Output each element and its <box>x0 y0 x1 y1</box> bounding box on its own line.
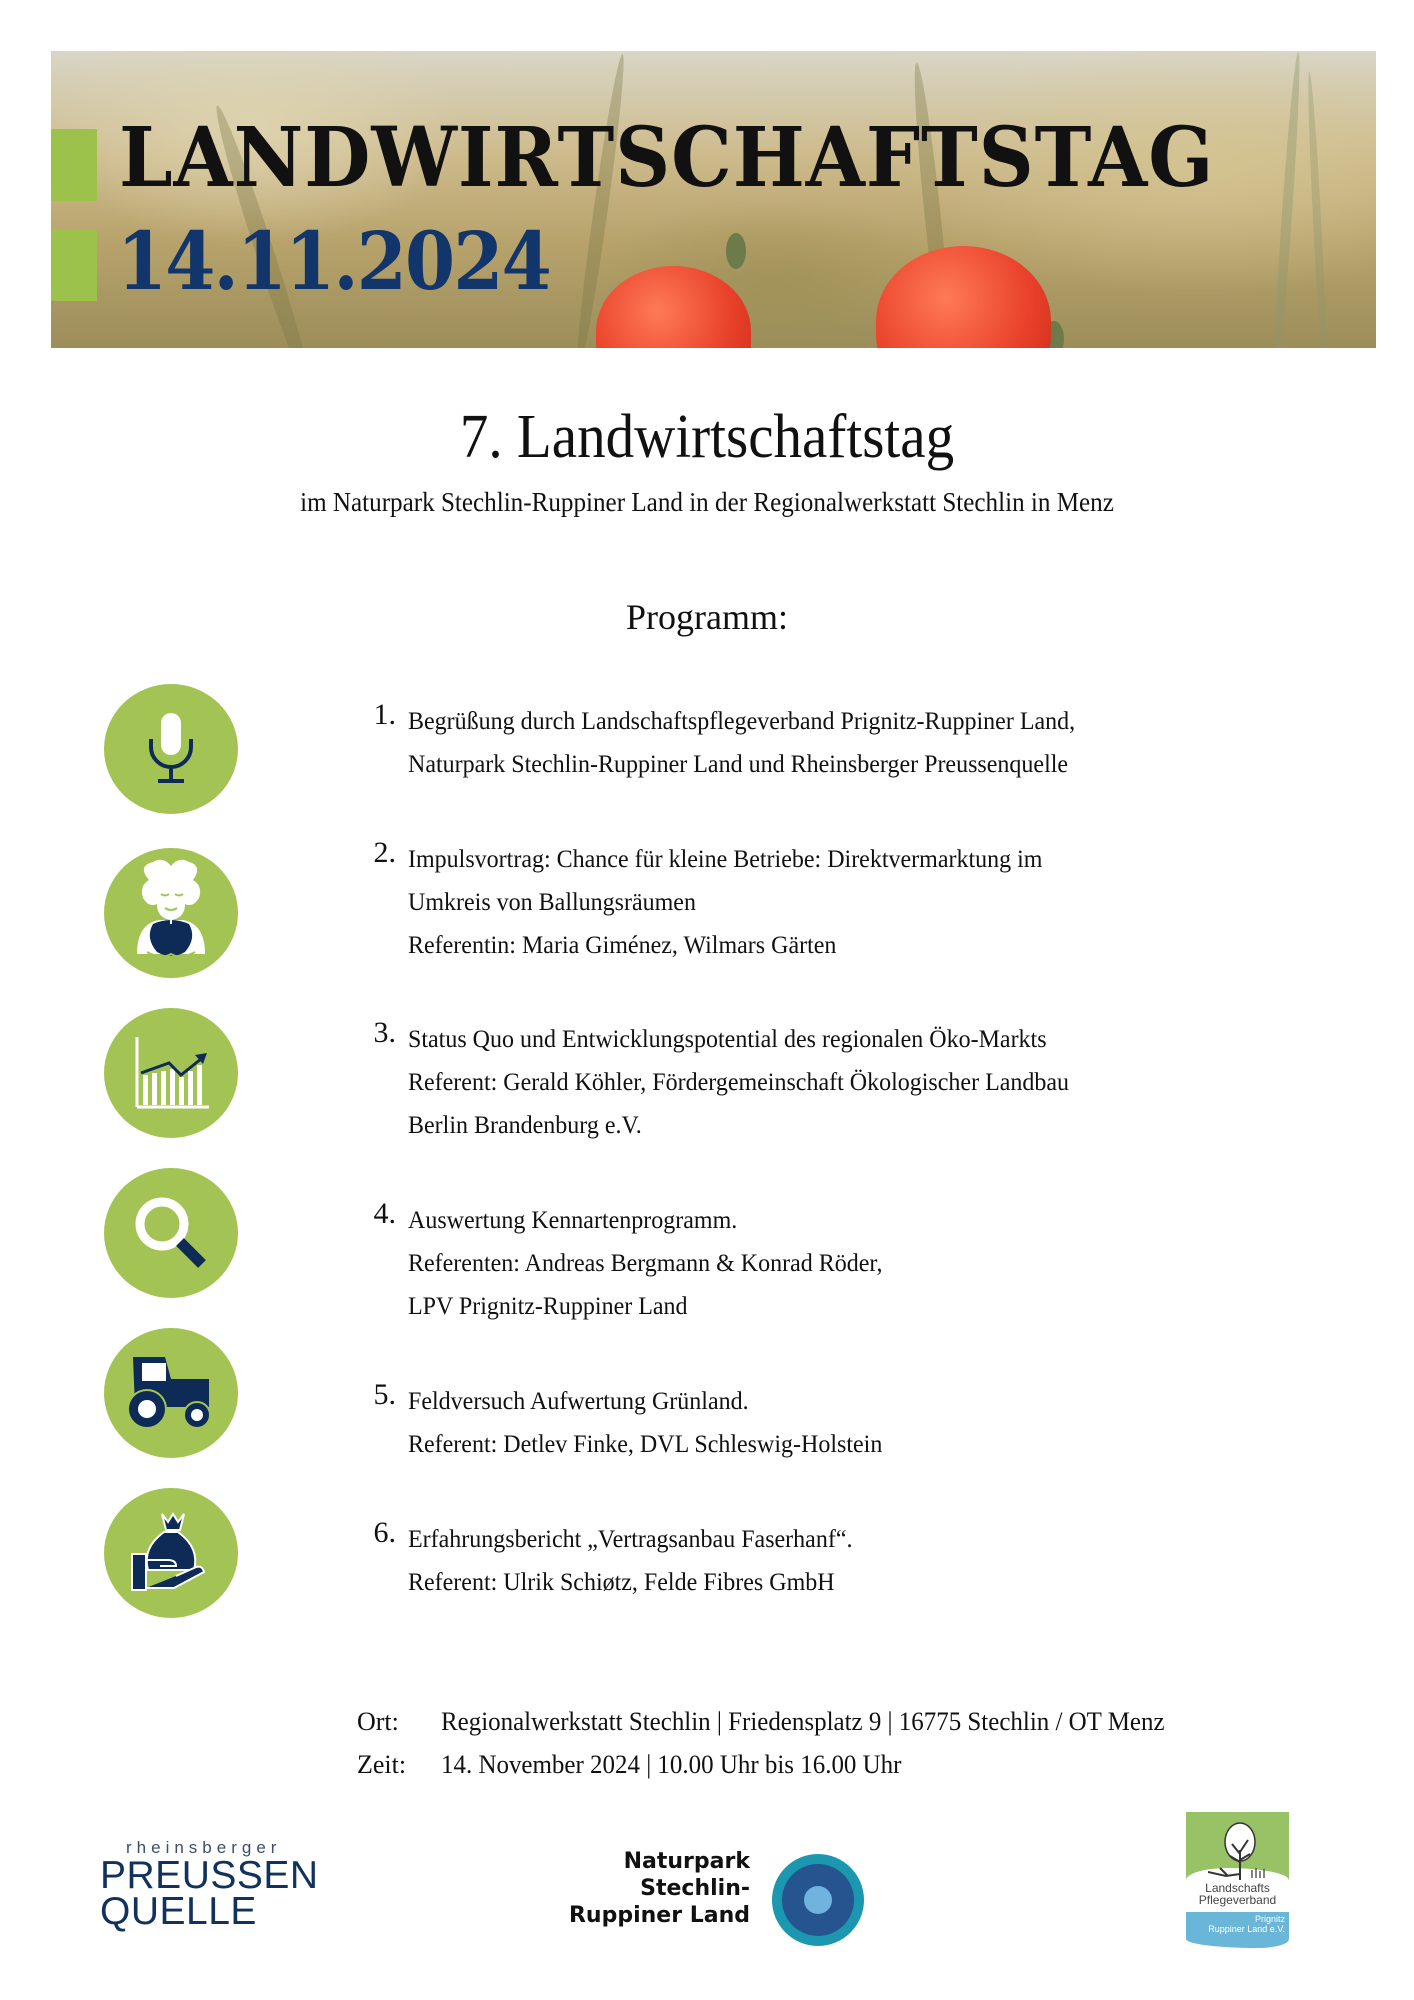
magnifier-icon <box>126 1188 216 1278</box>
lpv-logo-line1: Landschafts <box>1205 1881 1270 1895</box>
venue-info <box>357 1700 1195 1786</box>
banner-title: LANDWIRTSCHAFTSTAG <box>119 110 1215 206</box>
preussenquelle-logo <box>100 1838 319 1933</box>
program-item-number: 6. <box>373 1516 396 1549</box>
microphone-icon <box>136 709 206 789</box>
naturpark-logo-line2: Stechlin- <box>640 1876 750 1901</box>
venue-place-row <box>357 1700 1195 1743</box>
green-marker-bar <box>51 129 97 201</box>
program-icon-4 <box>104 1168 238 1298</box>
header-banner <box>51 51 1376 348</box>
program-item-line: Impulsvortrag: Chance für kleine Betriebe: Direktvermarktung im <box>408 846 1043 873</box>
program-item-line: Referent: Ulrik Schiøtz, Felde Fibres GmbH <box>408 1569 835 1596</box>
program-item-number: 3. <box>373 1016 396 1049</box>
program-item-number: 4. <box>373 1197 396 1230</box>
naturpark-logo-text <box>560 1848 750 1929</box>
preussenquelle-logo-line2: QUELLE <box>100 1890 257 1933</box>
program-icon-3 <box>104 1008 238 1138</box>
program-item-line: Referenten: Andreas Bergmann & Konrad Röder, <box>408 1250 883 1277</box>
preussenquelle-logo-small: rheinsberger <box>126 1838 282 1857</box>
program-item-number: 5. <box>373 1378 396 1411</box>
venue-place-label: Ort: <box>357 1707 399 1736</box>
venue-time-row <box>357 1743 1195 1786</box>
wheat-stalk <box>1271 51 1303 348</box>
program-item-line: Feldversuch Aufwertung Grünland. <box>408 1388 749 1415</box>
program-item-line: Referentin: Maria Giménez, Wilmars Gärten <box>408 932 837 959</box>
money-bag-hand-icon <box>126 1508 216 1598</box>
poppy-flower <box>876 246 1051 348</box>
program-item-line: Naturpark Stechlin-Ruppiner Land und Rheinsberger Preussenquelle <box>408 751 1069 778</box>
page-title: 7. Landwirtschaftstag <box>459 403 955 471</box>
green-marker-bar <box>51 229 97 301</box>
lpv-logo-line2: Pflegeverband <box>1198 1893 1277 1907</box>
farmer-woman-apple-icon <box>121 858 221 968</box>
program-icon-2 <box>104 848 238 978</box>
page-subtitle: im Naturpark Stechlin-Ruppiner Land in der Regionalwerkstatt Stechlin in Menz <box>300 487 1114 517</box>
wheat-stalk <box>1305 71 1329 348</box>
program-item-line: LPV Prignitz-Ruppiner Land <box>408 1293 688 1320</box>
program-item-line: Umkreis von Ballungsräumen <box>408 889 696 916</box>
poppy-bud <box>726 233 746 269</box>
tree-icon <box>1208 1820 1268 1882</box>
program-item-line: Referent: Gerald Köhler, Fördergemeinschaft Ökologischer Landbau <box>408 1069 1070 1096</box>
venue-time-value: 14. November 2024 | 10.00 Uhr bis 16.00 Uhr <box>441 1750 902 1779</box>
venue-time-label: Zeit: <box>357 1750 407 1779</box>
program-item-line: Berlin Brandenburg e.V. <box>408 1112 642 1139</box>
lpv-logo-line4: Ruppiner Land e.V. <box>1208 1924 1285 1934</box>
preussenquelle-logo-line1: PREUSSEN <box>100 1854 319 1897</box>
program-item-line: Begrüßung durch Landschaftspflegeverband Prignitz-Ruppiner Land, <box>408 708 1076 735</box>
naturpark-logo-line1: Naturpark <box>623 1849 750 1874</box>
banner-date: 14.11.2024 <box>117 214 550 308</box>
tractor-icon <box>121 1353 221 1433</box>
landschaftspflegeverband-logo <box>1186 1812 1289 1952</box>
program-heading: Programm: <box>626 597 788 637</box>
naturpark-circle-icon <box>772 1854 864 1946</box>
program-item-line: Status Quo und Entwicklungspotential des regionalen Öko-Markts <box>408 1026 1047 1053</box>
program-item-line: Referent: Detlev Finke, DVL Schleswig-Holstein <box>408 1431 883 1458</box>
program-icon-1 <box>104 684 238 814</box>
growth-chart-icon <box>131 1033 211 1113</box>
program-item-line: Erfahrungsbericht „Vertragsanbau Faserhanf“. <box>408 1526 853 1553</box>
poppy-flower <box>596 266 751 348</box>
program-icon-6 <box>104 1488 238 1618</box>
program-item-number: 1. <box>373 698 396 731</box>
naturpark-logo-line3: Ruppiner Land <box>568 1903 750 1928</box>
program-item-number: 2. <box>373 836 396 869</box>
venue-place-value: Regionalwerkstatt Stechlin | Friedensplatz 9 | 16775 Stechlin / OT Menz <box>441 1707 1165 1736</box>
lpv-logo-line3: Prignitz <box>1254 1914 1285 1924</box>
program-icon-5 <box>104 1328 238 1458</box>
program-item-line: Auswertung Kennartenprogramm. <box>408 1207 738 1234</box>
